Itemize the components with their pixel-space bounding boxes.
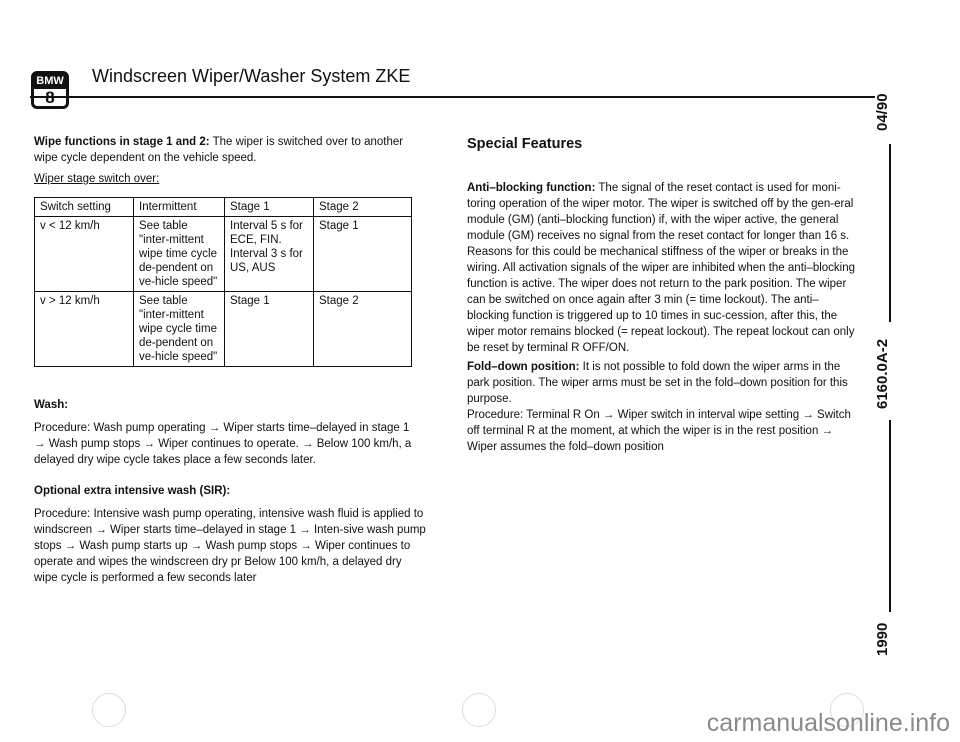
binder-hole [462,693,496,727]
table-cell: Stage 1 [314,217,412,292]
special-features-heading: Special Features [467,136,583,152]
table-cell: See table "inter-mittent wipe cycle time de-pendent on ve-hicle speed" [134,292,225,367]
table-cell: Stage 1 [225,292,314,367]
table-cell: See table "inter-mittent wipe time cycle de-pendent on ve-hicle speed" [134,217,225,292]
intro-paragraph [34,134,419,166]
fold-down-paragraph [467,359,860,407]
fold-down-procedure: Procedure: Terminal R On → Wiper switch in interval wipe setting → Switch off terminal R at the moment, at which the wiper is in the rest position → Wiper assumes the fold–down position [467,409,851,453]
intro-heading: Wipe functions in stage 1 and 2: [34,136,210,148]
sir-heading: Optional extra intensive wash (SIR): [34,485,231,497]
side-doc-number: 6160.0A-2 [874,338,891,410]
header-rule [30,96,875,98]
logo-brand: BMW [34,74,66,89]
anti-blocking-text: The signal of the reset contact is used for moni-toring operation of the wiper motor. The wiper is switched off by the gen-eral module (GM) (anti–blocking function) if, with the wiper active, the general module (GM) receives no signal from the reset contact for longer than 16 s. Reasons for this could be mechanical stiffness of the wiper or breaks in the wiring. All activation signals of the wiper are inhibited when the anti–blocking function is active. The wiper does not return to the park position. The wiper can be switched on once again after 3 min (= time lockout). The anti–blocking function is triggered up to 10 times in suc-cession, after this, the wiper motor remains blocked (= repeat lockout). The repeat lockout can only be reset by terminal R OFF/ON. [467,182,856,354]
table-row [35,292,412,367]
fold-down-text: It is not possible to fold down the wiper arms in the park position. The wiper arms must be set in the fold–down position for this purpose. [467,361,848,405]
table-cell: v < 12 km/h [35,217,134,292]
table-cell: Interval 5 s for ECE, FIN. Interval 3 s for US, AUS [225,217,314,292]
side-divider-2 [889,420,891,612]
intro-text: The wiper is switched over to another wipe cycle dependent on the vehicle speed. [34,136,404,164]
switch-heading: Wiper stage switch over: [34,173,160,185]
anti-blocking-paragraph [467,180,860,356]
table-cell: Stage 2 [314,292,412,367]
bmw-logo [31,71,69,109]
side-date: 04/90 [874,93,891,131]
table-header: Stage 2 [314,198,412,217]
table-cell: v > 12 km/h [35,292,134,367]
table-header-row [35,198,412,217]
wash-heading: Wash: [34,399,69,411]
sir-paragraph: Procedure: Intensive wash pump operating, intensive wash fluid is applied to windscreen → Wiper starts time–delayed in stage 1 → Inten-sive wash pump stops → Wash pump starts up → Wash pump stops → Wiper continues to operate and wipes the windscreen dry pr Below 100 km/h, a delayed dry wipe cycle is performed a few seconds later [34,508,426,584]
table-header: Intermittent [134,198,225,217]
table-header: Switch setting [35,198,134,217]
watermark: carmanualsonline.info [706,709,950,737]
page-title: Windscreen Wiper/Washer System ZKE [92,66,411,86]
side-divider-1 [889,144,891,322]
wiper-stage-table [34,197,412,367]
table-header: Stage 1 [225,198,314,217]
table-row [35,217,412,292]
wash-paragraph: Procedure: Wash pump operating → Wiper starts time–delayed in stage 1 → Wash pump stops → Wiper continues to operate. → Below 100 km/h, a delayed dry wipe cycle takes place a few seconds later. [34,422,412,466]
fold-down-heading: Fold–down position: [467,361,580,373]
anti-blocking-heading: Anti–blocking function: [467,182,596,194]
binder-hole [92,693,126,727]
side-year: 1990 [874,622,891,656]
